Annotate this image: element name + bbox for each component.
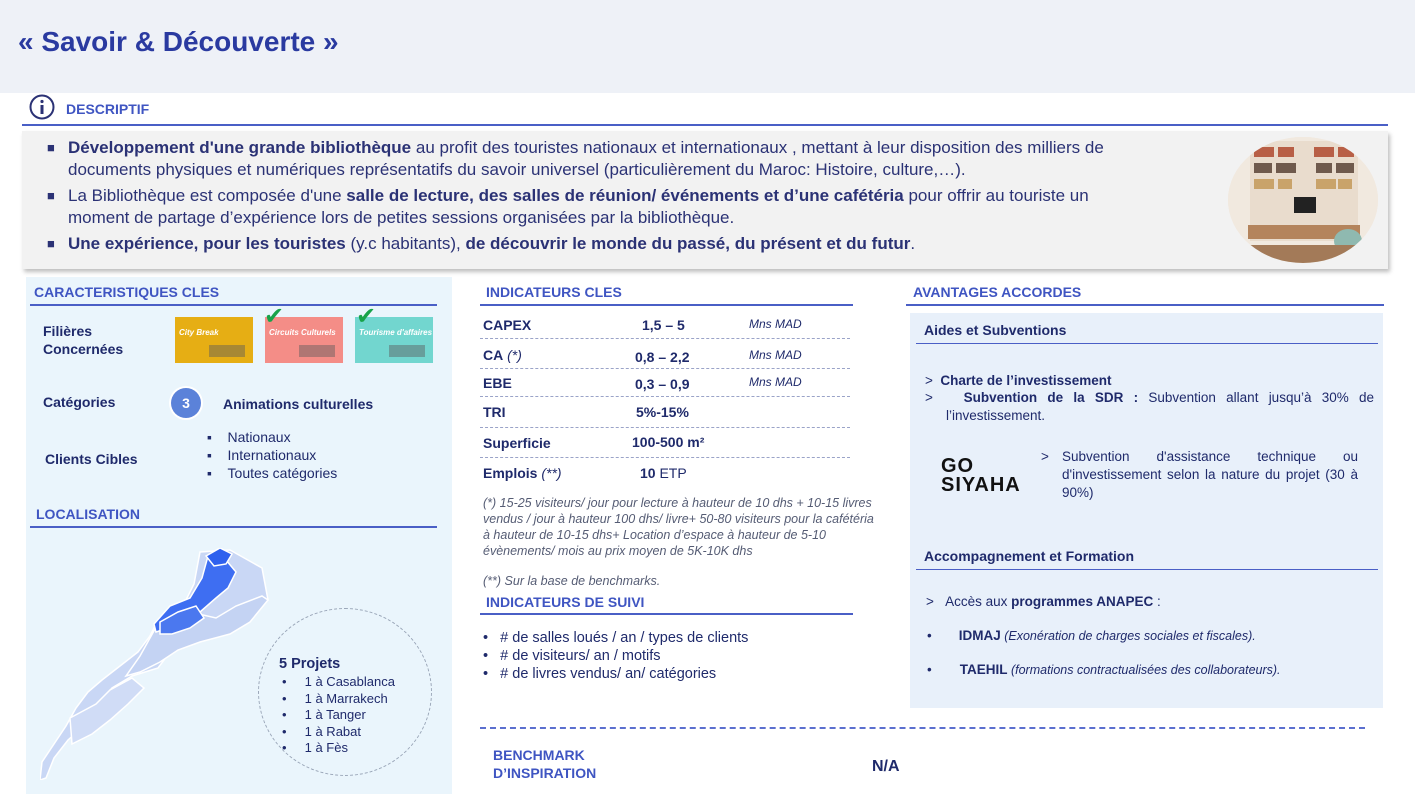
accompagnement-heading: Accompagnement et Formation [924,548,1135,564]
indicateurs-note-1: (*) 15-25 visiteurs/ jour pour lecture à hauteur de 10 dhs + 10-15 livres vendus / jour à hauteur 100 dhs/ livre+ 50-80 visiteurs pour la cafétéria à hauteur de 10-15 dhs+ Location d’espace à hauteur de 5-10 évènements/ mois au prix moyen de 5K-10K dhs [483,496,874,558]
taehil-item: • TAEHIL (formations contractualisées des collaborateurs). [927,662,1281,677]
projets-title: 5 Projets [279,656,341,672]
checkmark-icon: ✔ [356,303,377,330]
list-item: • 1 à Fès [282,740,348,755]
list-item: • 1 à Rabat [282,723,361,739]
list-item: ▪ Nationaux [207,429,291,445]
clients-label: Clients Cibles [45,451,138,467]
benchmark-divider [480,727,1365,729]
row-divider [480,368,850,369]
indicator-value-superficie: 100-500 m² [632,434,705,450]
indicator-value-ebe: 0,3 – 0,9 [635,376,690,392]
checkmark-icon: ✔ [264,303,285,330]
indicator-unit-capex: Mns MAD [749,317,802,331]
indicator-name-emplois: Emplois (**) [483,465,562,481]
descriptif-heading: DESCRIPTIF [66,101,150,117]
indicator-name-ebe: EBE [483,375,512,391]
bullet-square: ■ [47,140,55,155]
idmaj-item: • IDMAJ (Exonération de charges sociales et fiscales). [927,628,1256,643]
indicator-value-emplois: 10 ETP [640,465,687,481]
indicator-name-capex: CAPEX [483,317,532,333]
list-item: • 1 à Marrakech [282,690,388,706]
suivi-list [483,630,748,684]
go-siyaha-logo: GO SIYAHA [941,455,1021,496]
suivi-rule [480,613,853,615]
indicator-value-ca: 0,8 – 2,2 [635,349,690,365]
filiere-tile-tourisme-affaires: Tourisme d'affaires [355,317,433,363]
suivi-heading: INDICATEURS DE SUIVI [486,594,645,610]
bullet-square: ■ [47,236,55,251]
avantages-rule [906,304,1384,306]
avantages-heading: AVANTAGES ACCORDES [913,284,1082,300]
indicateurs-note-2: (**) Sur la base de benchmarks. [483,574,661,588]
list-item: • # de salles loués / an / types de clients [483,630,749,646]
filiere-tile-circuits-culturels: Circuits Culturels [265,317,343,363]
indicator-value-tri: 5%-15% [636,404,689,420]
row-divider [480,427,850,428]
filiere-tile-city-break: City Break [175,317,253,363]
list-item: • # de visiteurs/ an / motifs [483,648,661,664]
indicator-name-tri: TRI [483,404,506,420]
localisation-rule [30,526,437,528]
accompagnement-rule [916,569,1378,570]
descriptif-rule [22,124,1388,126]
list-item: • 1 à Tanger [282,707,366,722]
list-item: ▪ Internationaux [207,447,317,463]
caracteristiques-heading: CARACTERISTIQUES CLES [34,284,220,300]
row-divider [480,338,850,339]
indicator-name-ca: CA (*) [483,347,522,363]
list-item: ▪ Toutes catégories [207,465,338,481]
aides-heading: Aides et Subventions [924,322,1067,338]
projets-list [282,674,395,757]
indicator-value-capex: 1,5 – 5 [642,317,685,333]
categories-value: Animations culturelles [223,396,374,412]
indicator-name-superficie: Superficie [483,435,551,451]
page-title: « Savoir & Découverte » [18,26,339,57]
indicateurs-rule [480,304,853,306]
charte-item: > Charte de l’investissement [925,373,1112,388]
filieres-label: Filières Concernées [43,323,124,357]
localisation-heading: LOCALISATION [36,506,140,522]
sdr-item: > Subvention de la SDR : Subvention allant jusqu’à 30% de l’investissement. [925,390,1374,423]
morocco-map [40,548,270,780]
anapec-item: > Accès aux programmes ANAPEC : [926,594,1161,609]
indicator-unit-ca: Mns MAD [749,348,802,362]
library-photo [1228,137,1378,263]
gosiyaha-arrow: > [1041,449,1049,464]
clients-list [207,429,337,483]
bullet-square: ■ [47,188,55,203]
benchmark-value: N/A [872,758,900,775]
categories-count-badge: 3 [171,388,201,418]
indicator-unit-ebe: Mns MAD [749,375,802,389]
list-item: • 1 à Casablanca [282,674,395,689]
aides-rule [916,343,1378,344]
categories-label: Catégories [43,394,116,410]
indicateurs-heading: INDICATEURS CLES [486,284,622,300]
row-divider [480,457,850,458]
row-divider [480,396,850,397]
info-icon [29,94,55,120]
gosiyaha-text: Subvention d'assistance technique ou d'investissement selon la nature du projet (30 à 90%) [1062,449,1358,500]
list-item: • # de livres vendus/ an/ catégories [483,666,717,682]
benchmark-label: BENCHMARK D’INSPIRATION [493,747,597,781]
